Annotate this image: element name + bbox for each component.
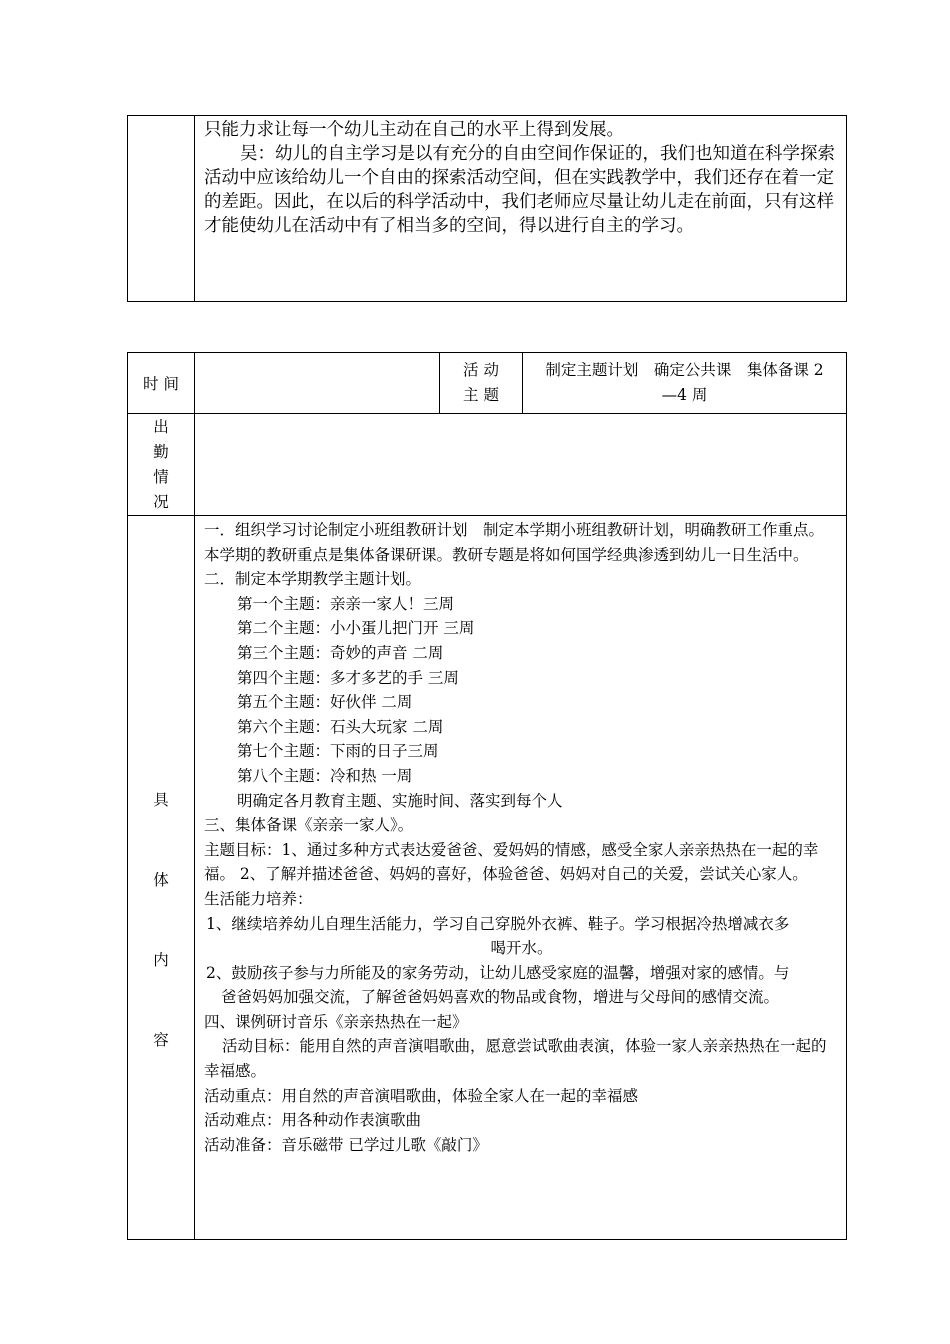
content-label: 具 体 内 容 (128, 516, 195, 1240)
content-line-10: 活动重点：用自然的声音演唱歌曲，体验全家人在一起的幸福感 (204, 1086, 639, 1105)
theme-item: 明确定各月教育主题、实施时间、落实到每个人 (237, 791, 563, 810)
content-line-1: 一．组织学习讨论制定小班组教研计划 制定本学期小班组教研计划，明确教研工作重点。本学期的教研重点是集体备课研课。教研专题是将如何国学经典渗透到幼儿一日生活中。 (204, 521, 825, 564)
content-line-7b: 爸爸妈妈加强交流，了解爸爸妈妈喜欢的物品或食物，增进与父母间的感情交流。 (221, 988, 780, 1007)
reflection-paragraph-1: 只能力求让每一个幼儿主动在自己的水平上得到发展。 (204, 120, 624, 140)
theme-item: 第三个主题：奇妙的声音 二周 (237, 643, 444, 662)
theme-item: 第四个主题：多才多艺的手 三周 (237, 668, 459, 687)
attendance-value (195, 414, 847, 516)
content-line-11: 活动难点：用各种动作表演歌曲 (204, 1111, 422, 1130)
activity-theme-value: 制定主题计划 确定公共课 集体备课 2 —4 周 (523, 353, 847, 414)
content-line-7a: 2、鼓励孩子参与力所能及的家务劳动，让幼儿感受家庭的温馨，增强对家的感情。与 (206, 963, 790, 982)
activity-theme-label: 活 动 主 题 (440, 353, 523, 414)
reflection-label-cell (128, 116, 195, 302)
theme-item: 第八个主题：冷和热 一周 (237, 766, 413, 785)
reflection-text-cell (195, 116, 847, 302)
content-line-9: 活动目标：能用自然的声音演唱歌曲，愿意尝试歌曲表演，体验一家人亲亲热热在一起的幸福感。 (204, 1037, 827, 1081)
content-cell (195, 516, 847, 1240)
reflection-table (127, 115, 847, 302)
theme-item: 第七个主题：下雨的日子三周 (237, 742, 439, 761)
attendance-label: 出 勤 情 况 (128, 414, 195, 516)
content-line-8: 四、课例研讨音乐《亲亲热热在一起》 (204, 1012, 468, 1031)
theme-item: 第六个主题：石头大玩家 二周 (237, 717, 444, 736)
content-line-12: 活动准备：音乐磁带 已学过儿歌《敲门》 (204, 1135, 488, 1154)
theme-item: 第二个主题：小小蛋儿把门开 三周 (237, 619, 475, 638)
content-line-2: 二．制定本学期教学主题计划。 (204, 570, 422, 589)
theme-item: 第五个主题：好伙伴 二周 (237, 693, 413, 712)
content-line-3: 三、集体备课《亲亲一家人》。 (204, 816, 414, 835)
reflection-paragraph-2: 吴：幼儿的自主学习是以有充分的自由空间作保证的，我们也知道在科学探索活动中应该给幼儿一个自由的探索活动空间，但在实践教学中，我们还存在着一定的差距。因此，在以后的科学活动中，我们老师应尽量让幼儿走在前面，只有这样才能使幼儿在活动中有了相当多的空间，得以进行自主的学习。 (204, 144, 835, 236)
time-label: 时 间 (128, 353, 195, 414)
activity-record-table (127, 352, 847, 1240)
time-value (195, 353, 440, 414)
content-line-6a: 1、继续培养幼儿自理生活能力，学习自己穿脱外衣裤、鞋子。学习根据冷热增减衣多 (206, 914, 790, 933)
content-line-5: 生活能力培养： (204, 889, 313, 908)
theme-item: 第一个主题：亲亲一家人！三周 (237, 594, 455, 613)
content-line-4: 主题目标：1、通过多种方式表达爱爸爸、爱妈妈的情感，感受全家人亲亲热热在一起的幸福。 2、了解并描述爸爸、妈妈的喜好，体验爸爸、妈妈对自己的关爱，尝试关心家人。 (204, 840, 819, 884)
content-line-6b: 喝开水。 (490, 939, 553, 958)
